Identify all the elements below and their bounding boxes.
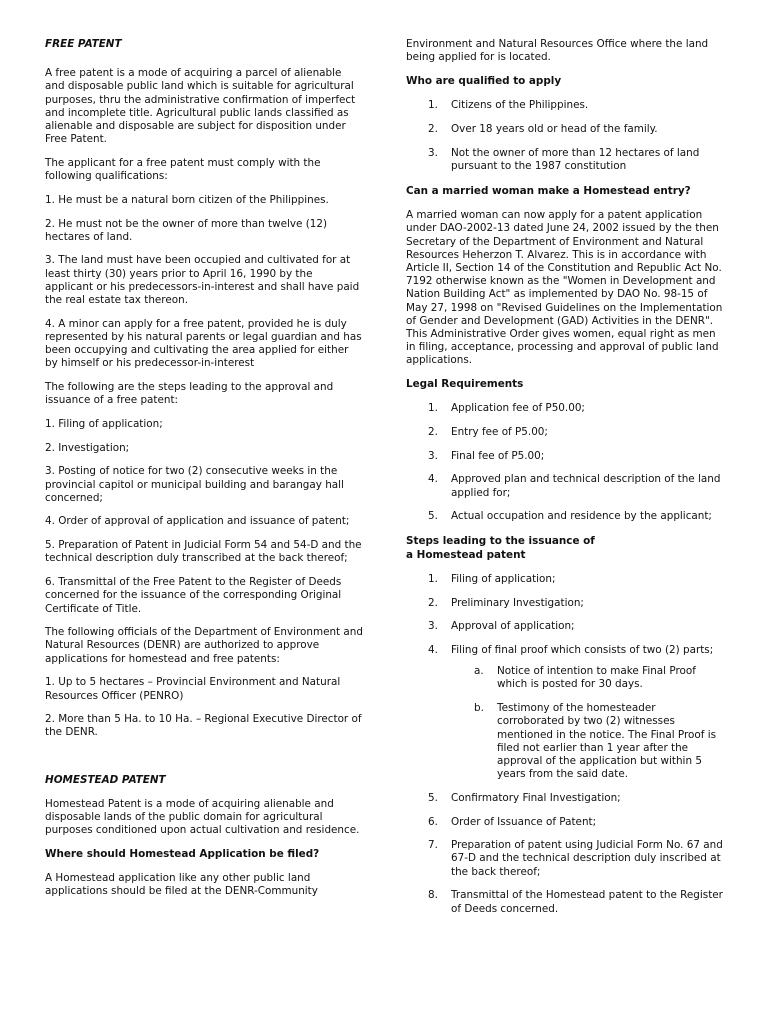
list-item: 7. Preparation of patent using Judicial Form No. 67 and 67-D and the technical description duly inscribed at the back thereof; xyxy=(428,839,723,878)
list-item: 1. Citizens of the Philippines. xyxy=(428,99,589,112)
homestead-steps-list xyxy=(406,573,726,657)
official-item: 1. Up to 5 hectares – Provincial Environment and Natural Resources Officer (PENRO) xyxy=(45,676,341,702)
qualified-list xyxy=(406,99,726,173)
qualification-item: 1. He must be a natural born citizen of the Philippines. xyxy=(45,193,329,206)
qualifications-intro: The applicant for a free patent must comply with the following qualifications: xyxy=(45,156,321,183)
official-item: 2. More than 5 Ha. to 10 Ha. – Regional Executive Director of the DENR. xyxy=(45,713,362,739)
list-item: 1. Filing of application; xyxy=(428,572,556,585)
list-item: 5. Actual occupation and residence by the applicant; xyxy=(428,510,712,523)
list-item: 2. Entry fee of P5.00; xyxy=(428,425,548,438)
legal-requirements-list xyxy=(406,402,726,523)
list-item: 5. Confirmatory Final Investigation; xyxy=(428,791,621,804)
list-item: 2. Over 18 years old or head of the family. xyxy=(428,122,658,135)
homestead-definition: Homestead Patent is a mode of acquiring alienable and disposable lands of the public domain for agricultural purposes conditioned upon actual cultivation and residence. xyxy=(45,797,360,837)
list-item: b. Testimony of the homesteader corroborated by two (2) witnesses mentioned in the notice. The Final Proof is filed not earlier than 1 year after the approval of the application but within 5 years from the said date. xyxy=(474,702,717,781)
free-patent-heading: FREE PATENT xyxy=(45,38,122,50)
list-item: 8. Transmittal of the Homestead patent to the Register of Deeds concerned. xyxy=(428,889,723,915)
list-item: 3. Not the owner of more than 12 hectares of land pursuant to the 1987 constitution xyxy=(428,146,700,172)
free-patent-step: 5. Preparation of Patent in Judicial Form 54 and 54-D and the technical description duly transcribed at the back thereof; xyxy=(45,539,362,565)
qualified-heading: Who are qualified to apply xyxy=(406,74,562,87)
list-item: 2. Preliminary Investigation; xyxy=(428,596,584,609)
married-woman-heading: Can a married woman make a Homestead entry? xyxy=(406,184,691,197)
free-patent-step: 1. Filing of application; xyxy=(45,417,163,430)
list-item: 4. Approved plan and technical description of the land applied for; xyxy=(428,473,721,499)
homestead-steps-heading-line2: a Homestead patent xyxy=(406,548,526,561)
final-proof-sublist xyxy=(406,665,726,781)
list-item: 3. Final fee of P5.00; xyxy=(428,449,545,462)
qualification-item: 3. The land must have been occupied and cultivated for at least thirty (30) years prior to April 16, 1990 by the applicant or his predecessors-in-interest and shall have paid the real estate tax thereon. xyxy=(45,254,360,307)
homestead-steps-list-continued xyxy=(406,792,726,916)
continued-text: Environment and Natural Resources Office where the land being applied for is located. xyxy=(406,38,709,64)
married-woman-text: A married woman can now apply for a patent application under DAO-2002-13 dated June 24, 2002 issued by the then Secretary of the Department of Environment and Natural Resources Heherzon T. Alvarez. This is in accordance with Article II, Section 14 of the Constitution and Republic Act No. 7192 otherwise known as the "Women in Development and Nation Building Act" as implemented by DAO No. 98-15 of May 27, 1998 on "Revised Guidelines on the Implementation of Gender and Development (GAD) Activities in the DENR". This Administrative Order gives women, equal right as men in filing, acceptance, processing and approval of public land applications. xyxy=(406,209,723,367)
list-item: 6. Order of Issuance of Patent; xyxy=(428,815,597,828)
free-patent-step: 2. Investigation; xyxy=(45,441,130,454)
left-column xyxy=(45,38,363,909)
free-patent-step: 3. Posting of notice for two (2) consecutive weeks in the provincial capitol or municipal building and barangay hall concerned; xyxy=(45,465,344,504)
qualification-item: 2. He must not be the owner of more than twelve (12) hectares of land. xyxy=(45,217,328,243)
right-column xyxy=(406,38,726,928)
list-item: 1. Application fee of P50.00; xyxy=(428,402,585,415)
free-patent-step: 4. Order of approval of application and issuance of patent; xyxy=(45,515,350,528)
steps-intro: The following are the steps leading to the approval and issuance of a free patent: xyxy=(45,381,334,407)
qualification-item: 4. A minor can apply for a free patent, provided he is duly represented by his natural parents or legal guardian and has been occupying and cultivating the area applied for either by himself or his predecessor-in-interest xyxy=(45,317,362,370)
officials-intro: The following officials of the Department of Environment and Natural Resources (DENR) are authorized to approve applications for homestead and free patents: xyxy=(45,626,363,665)
where-filed-text: A Homestead application like any other public land applications should be filed at the DENR-Community xyxy=(45,872,318,898)
list-item: 3. Approval of application; xyxy=(428,620,575,633)
list-item: a. Notice of intention to make Final Proof which is posted for 30 days. xyxy=(474,665,696,691)
list-item: 4. Filing of final proof which consists of two (2) parts; xyxy=(428,644,714,656)
free-patent-definition: A free patent is a mode of acquiring a parcel of alienable and disposable public land which is suitable for agricultural purposes, thru the administrative confirmation of imperfect and incomplete title. Agricultural public lands classified as alienable and disposable are subject for disposition under Free Patent. xyxy=(45,67,356,146)
legal-requirements-heading: Legal Requirements xyxy=(406,378,524,391)
where-filed-heading: Where should Homestead Application be filed? xyxy=(45,847,320,860)
homestead-steps-heading-line1: Steps leading to the issuance of xyxy=(406,535,595,548)
free-patent-step: 6. Transmittal of the Free Patent to the Register of Deeds concerned for the issuance of the corresponding Original Certificate of Title. xyxy=(45,576,342,615)
homestead-patent-heading: HOMESTEAD PATENT xyxy=(45,773,166,786)
